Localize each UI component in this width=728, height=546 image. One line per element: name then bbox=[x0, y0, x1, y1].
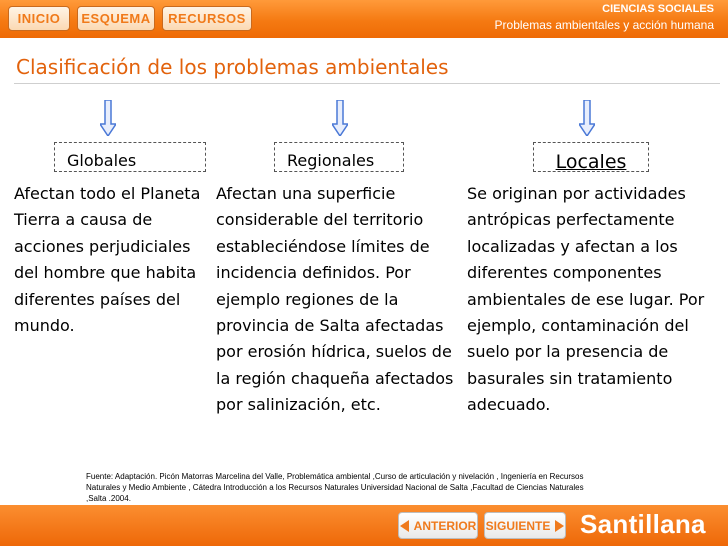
source-citation: Fuente: Adaptación. Picón Matorras Marcelina del Valle, Problemática ambiental ,Curso de articulación y nivelación , Ingeniería en Recursos Naturales y Medio Ambiente , Cátedra Introducción a los Recursos Naturales Universidad Nacional de Salta ,Facultad de Ciencias Naturales ,Salta .2004. bbox=[86, 472, 584, 503]
category-label-globales: Globales bbox=[67, 151, 137, 170]
previous-label: ANTERIOR bbox=[413, 518, 477, 533]
category-box-regionales bbox=[274, 142, 404, 172]
description-locales: Se originan por actividades antrópicas perfectamente localizadas y afectan a los diferentes componentes ambientales de ese lugar. Por ejemplo, contaminación del suelo por la presencia de basurales sin tratamiento adecuado. bbox=[467, 184, 705, 415]
arrow-down-icon bbox=[332, 100, 348, 136]
topic-label: Problemas ambientales y acción humana bbox=[494, 18, 714, 32]
page-title: Clasificación de los problemas ambientales bbox=[16, 55, 449, 79]
top-bar bbox=[0, 0, 728, 38]
next-label: SIGUIENTE bbox=[485, 518, 551, 533]
category-label-regionales: Regionales bbox=[287, 151, 375, 170]
recursos-button[interactable]: RECURSOS bbox=[162, 6, 252, 31]
arrow-down-icon bbox=[100, 100, 116, 136]
category-box-globales bbox=[54, 142, 206, 172]
subject-label: CIENCIAS SOCIALES bbox=[602, 3, 714, 15]
description-regionales: Afectan una superficie considerable del territorio estableciéndose límites de incidencia definidos. Por ejemplo regiones de la provincia de Salta afectadas por erosión hídrica, suelos de la región chaqueña afectados por salinización, etc. bbox=[216, 184, 454, 415]
inicio-button[interactable]: INICIO bbox=[8, 6, 70, 31]
title-divider bbox=[14, 83, 720, 84]
category-box-locales bbox=[533, 142, 649, 172]
category-label-locales: Locales bbox=[555, 151, 627, 173]
brand-logo: Santillana bbox=[580, 509, 706, 539]
esquema-button[interactable]: ESQUEMA bbox=[77, 6, 155, 31]
arrow-down-icon bbox=[579, 100, 595, 136]
description-globales: Afectan todo el Planeta Tierra a causa de acciones perjudiciales del hombre que habita diferentes países del mundo. bbox=[14, 184, 201, 336]
arrow-right-icon bbox=[555, 520, 564, 532]
footer-bar bbox=[0, 505, 728, 546]
next-button[interactable] bbox=[484, 512, 566, 539]
previous-button[interactable] bbox=[398, 512, 478, 539]
arrow-left-icon bbox=[400, 520, 409, 532]
